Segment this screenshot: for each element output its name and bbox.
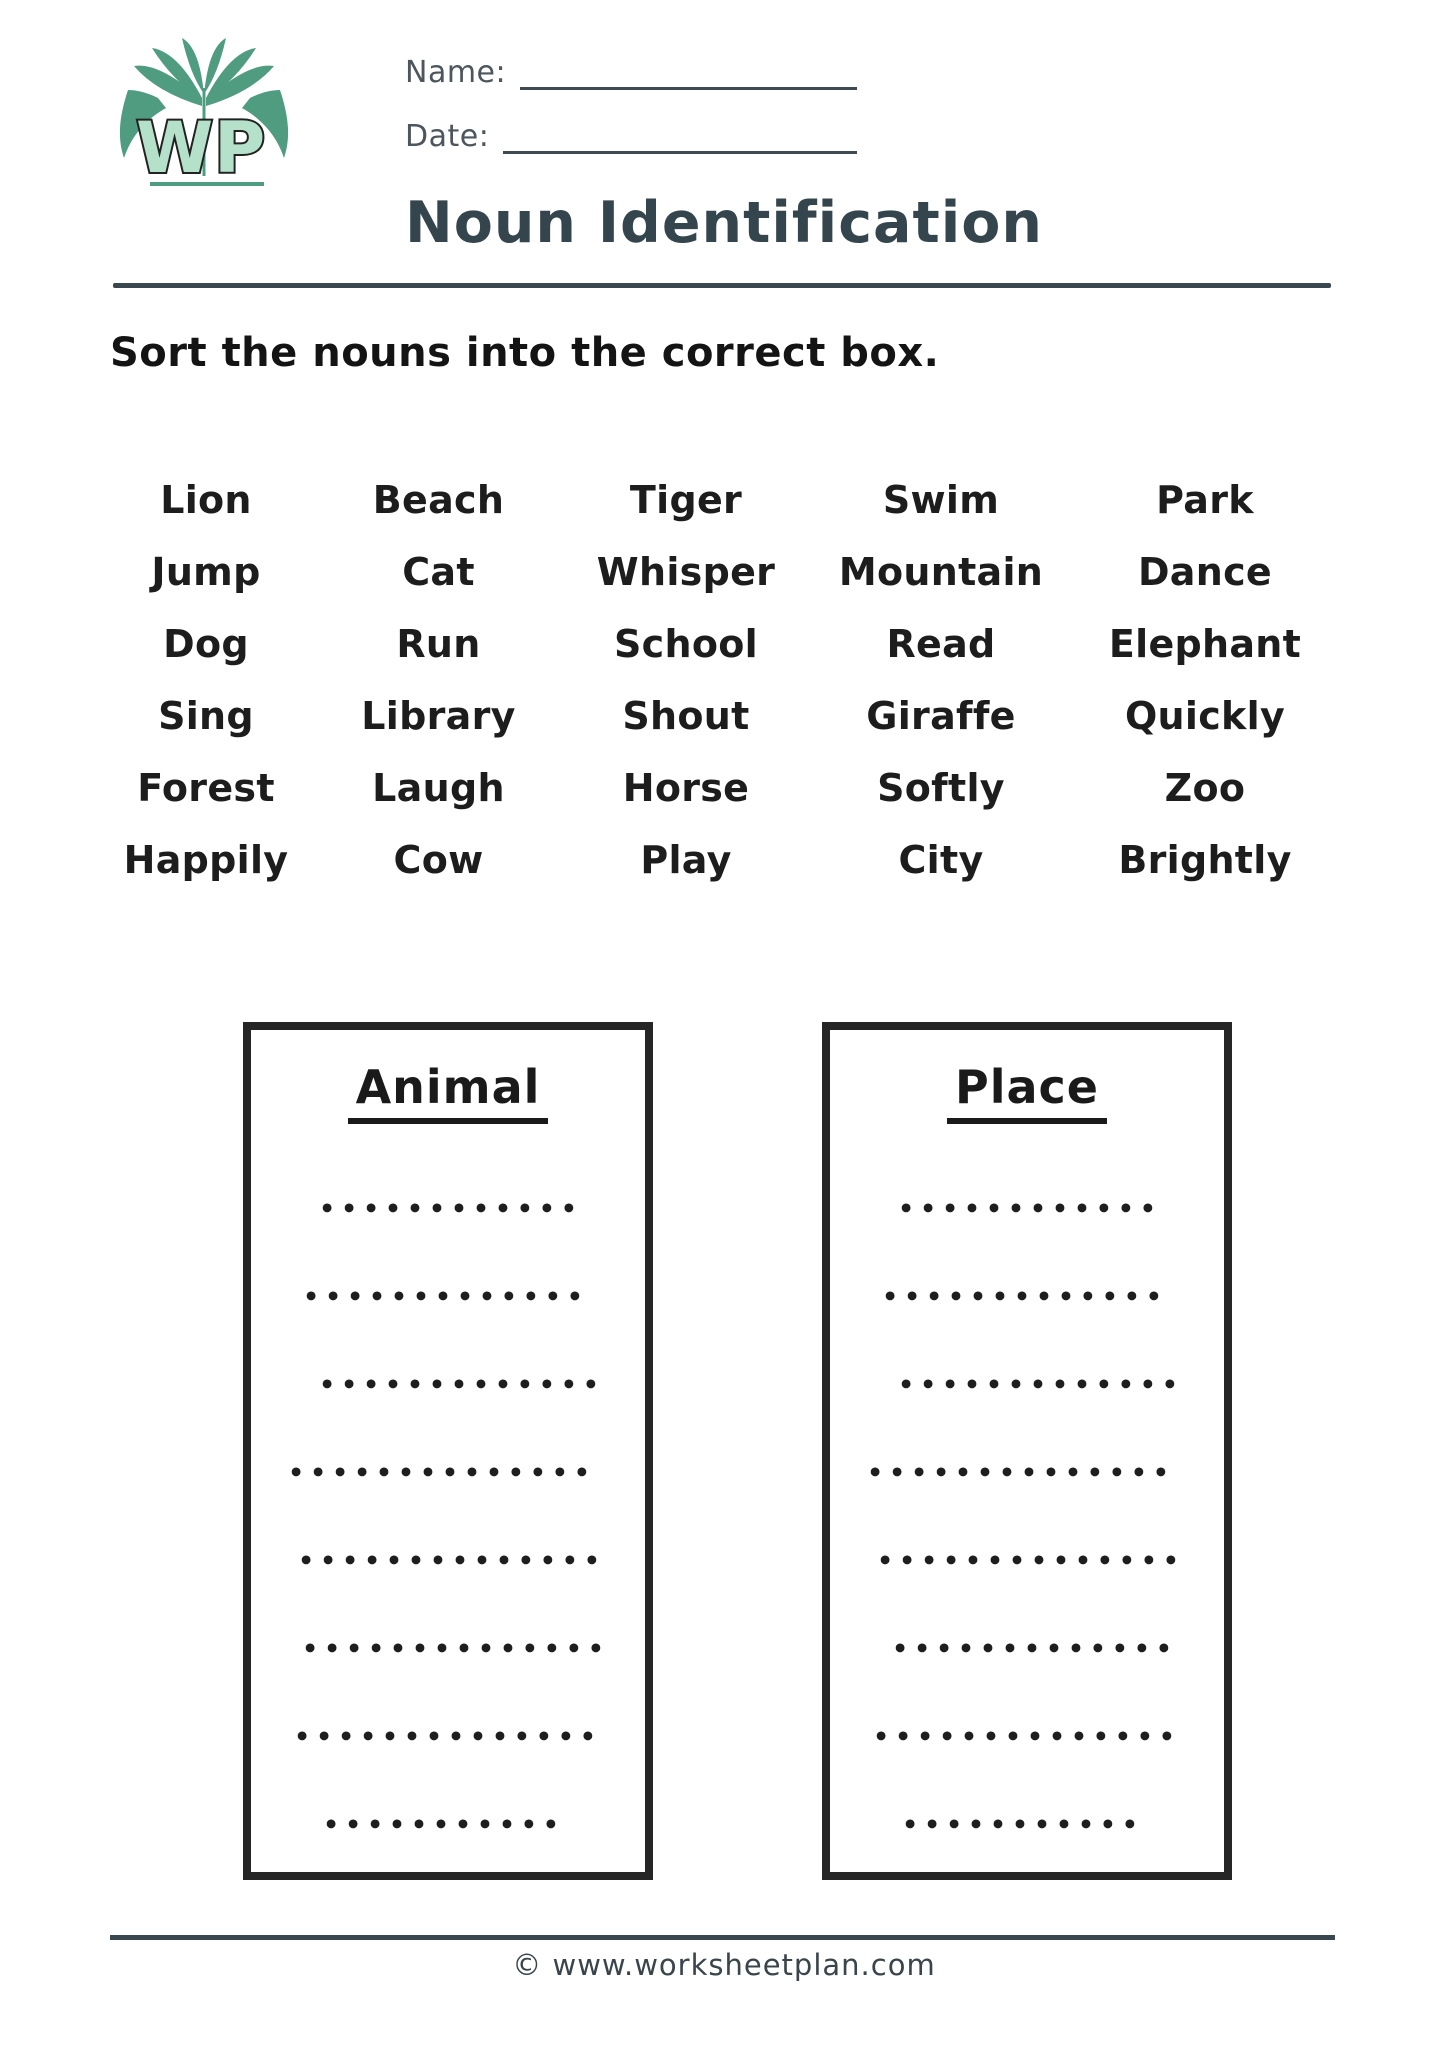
- name-input-line[interactable]: [520, 52, 857, 90]
- word-dance: Dance: [1137, 550, 1273, 594]
- word-laugh: Laugh: [372, 766, 505, 810]
- animal-sort-box: [243, 1022, 653, 1880]
- place-answer-line-6[interactable]: •••••••••••••: [892, 1633, 1178, 1663]
- animal-answer-line-6[interactable]: ••••••••••••••: [302, 1633, 610, 1663]
- word-brightly: Brightly: [1118, 838, 1292, 882]
- animal-box-header: [251, 1060, 645, 1160]
- word-lion: Lion: [160, 478, 252, 522]
- word-tiger: Tiger: [629, 478, 743, 522]
- word-forest: Forest: [137, 766, 275, 810]
- animal-answer-line-2[interactable]: •••••••••••••: [303, 1281, 589, 1311]
- place-answer-line-2[interactable]: •••••••••••••: [882, 1281, 1168, 1311]
- page-title: Noun Identification: [404, 190, 1043, 256]
- word-grid: [95, 464, 1340, 896]
- date-label: Date:: [405, 119, 490, 154]
- place-sort-box: [822, 1022, 1232, 1880]
- place-answer-line-3[interactable]: •••••••••••••: [898, 1369, 1184, 1399]
- animal-answer-line-5[interactable]: ••••••••••••••: [298, 1545, 606, 1575]
- word-mountain: Mountain: [838, 550, 1044, 594]
- word-school: School: [614, 622, 758, 666]
- animal-box-title: Animal: [348, 1060, 549, 1124]
- word-whisper: Whisper: [596, 550, 776, 594]
- word-play: Play: [640, 838, 732, 882]
- word-run: Run: [396, 622, 481, 666]
- word-horse: Horse: [622, 766, 750, 810]
- footer-divider: [110, 1935, 1335, 1940]
- animal-answer-line-1[interactable]: ••••••••••••: [319, 1193, 583, 1223]
- copyright-footer: © www.worksheetplan.com: [512, 1948, 936, 1982]
- name-label: Name:: [405, 55, 507, 90]
- place-answer-lines: [830, 1164, 1224, 1868]
- animal-answer-line-3[interactable]: •••••••••••••: [319, 1369, 605, 1399]
- place-answer-line-7[interactable]: ••••••••••••••: [873, 1721, 1181, 1751]
- word-cow: Cow: [393, 838, 484, 882]
- word-city: City: [898, 838, 984, 882]
- place-answer-line-8[interactable]: •••••••••••: [902, 1809, 1144, 1839]
- wp-logo: [112, 36, 302, 195]
- word-happily: Happily: [123, 838, 289, 882]
- place-answer-line-5[interactable]: ••••••••••••••: [877, 1545, 1185, 1575]
- logo-letter-w: W: [136, 107, 214, 189]
- place-answer-line-1[interactable]: ••••••••••••: [898, 1193, 1162, 1223]
- word-elephant: Elephant: [1108, 622, 1302, 666]
- word-quickly: Quickly: [1124, 694, 1286, 738]
- animal-answer-line-8[interactable]: •••••••••••: [323, 1809, 565, 1839]
- student-fields: [405, 52, 857, 180]
- word-read: Read: [886, 622, 996, 666]
- logo-letter-p: P: [214, 107, 266, 189]
- instruction-text: Sort the nouns into the correct box.: [110, 330, 940, 376]
- word-jump: Jump: [151, 550, 261, 594]
- word-library: Library: [361, 694, 516, 738]
- word-park: Park: [1156, 478, 1254, 522]
- name-field-row: [405, 52, 857, 90]
- place-box-title: Place: [947, 1060, 1107, 1124]
- word-cat: Cat: [402, 550, 475, 594]
- word-beach: Beach: [372, 478, 505, 522]
- open-book-icon: [112, 36, 302, 191]
- word-sing: Sing: [158, 694, 254, 738]
- word-giraffe: Giraffe: [866, 694, 1016, 738]
- word-swim: Swim: [882, 478, 1000, 522]
- place-answer-line-4[interactable]: ••••••••••••••: [867, 1457, 1175, 1487]
- word-shout: Shout: [622, 694, 750, 738]
- animal-answer-lines: [251, 1164, 645, 1868]
- animal-answer-line-7[interactable]: ••••••••••••••: [294, 1721, 602, 1751]
- title-divider: [113, 283, 1331, 288]
- animal-answer-line-4[interactable]: ••••••••••••••: [288, 1457, 596, 1487]
- date-input-line[interactable]: [503, 116, 857, 154]
- place-box-header: [830, 1060, 1224, 1160]
- word-zoo: Zoo: [1164, 766, 1246, 810]
- word-softly: Softly: [877, 766, 1005, 810]
- word-dog: Dog: [163, 622, 249, 666]
- date-field-row: [405, 116, 857, 154]
